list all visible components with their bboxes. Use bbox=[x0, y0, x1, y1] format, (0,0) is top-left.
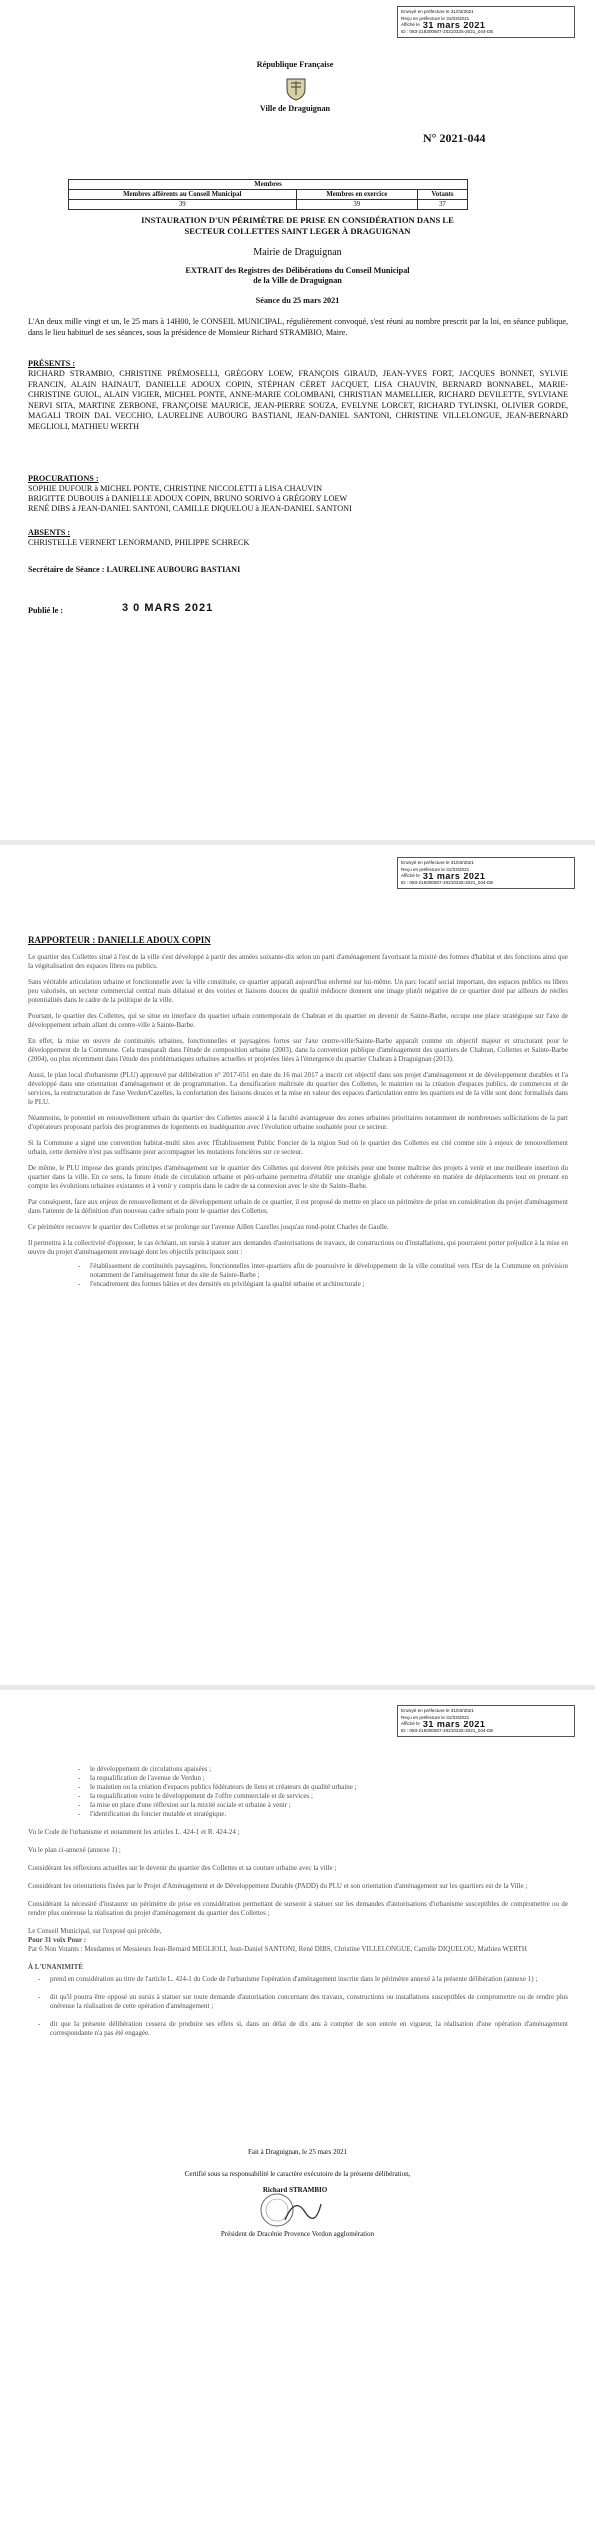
extrait-line-1: EXTRAIT des Registres des Délibérations du Conseil Municipal bbox=[185, 266, 410, 275]
expose-paragraph: Par conséquent, face aux enjeux de renouvellement et de développement urbain de ce quartier, il est proposé de mettre en place un périmètre de prise en considération du projet d'aménagement dans l'attente de la définition d'un nouveau cadre urbain pour le quartier des Collettes. bbox=[28, 1198, 568, 1215]
page-2 bbox=[0, 845, 595, 1685]
objective-text: le développement de circulations apaisées ; bbox=[90, 1765, 212, 1773]
rapporteur: RAPPORTEUR : DANIELLE ADOUX COPIN bbox=[28, 935, 211, 945]
members-value: 39 bbox=[69, 200, 297, 210]
page-1 bbox=[0, 0, 595, 840]
stamp-date: 31 mars 2021 bbox=[422, 873, 486, 880]
prefecture-stamp bbox=[397, 1705, 575, 1737]
expose-paragraph: Ce périmètre recouvre le quartier des Collettes et se prolonge sur l'avenue Aillen Cazelles jusqu'au rond-point Charles de Gaulle. bbox=[28, 1223, 389, 1231]
stamp-id: ID : 083-218300507-20210325-2021_044-DE bbox=[401, 28, 494, 34]
publie-label: Publié le : bbox=[28, 606, 64, 615]
objective-text: l'établissement de continuités paysagères, fonctionnelles inter-quartiers afin de poursuivre le développement de la ville constitué vers l'Est de la Commune en prévision notamment de l'aménagement futur du site de Sainte-Barbe ; bbox=[90, 1262, 568, 1279]
objective-bullet: - l'établissement de continuités paysagères, fonctionnelles inter-quartiers afin de poursuivre le développement de la ville constitué vers l'Est de la Commune en prévision notamment de l'aménagement futur du site de Sainte-Barbe ; bbox=[78, 1262, 568, 1279]
decision-item: - prend en considération au titre de l'article L. 424-1 du Code de l'urbanisme l'opération d'aménagement inscrite dans le périmètre annexé à la présente délibération (annexe 1) ; bbox=[38, 1975, 538, 1983]
stamp-id: ID : 083-218300507-20210325-2021_044-DE bbox=[401, 879, 494, 885]
objective-text: le maintien ou la création d'espaces publics fédérateurs de liens et créateurs de qualité urbaine ; bbox=[90, 1783, 357, 1791]
title-line-2: SECTEUR COLLETTES SAINT LEGER À DRAGUIGNAN bbox=[184, 226, 411, 236]
vu-code: Vu le Code de l'urbanisme et notamment les articles L. 424-1 et R. 424-24 ; bbox=[28, 1828, 240, 1836]
expose-paragraph: En effet, la mise en œuvre de continuités urbaines, fonctionnelles et paysagères fortes sur l'axe centre-ville/Sainte-Barbe apparaît comme un objectif majeur et structurant pour le développement de la Commune. Cela transparaît dans l'étude de composition urbaine (2003), dans la convention publique d'aménagement des quartiers de Chabran, Collettes et Sainte-Barbe (2004), ou plus récemment dans l'étude des problématiques urbaines actuelles et projetées liées à l'émergence du quartier Chabran à Draguignan (2013). bbox=[28, 1037, 568, 1063]
vote-pour: Pour 31 voix Pour : bbox=[28, 1936, 87, 1944]
stamp-affiche: Affiché le bbox=[401, 22, 420, 27]
procurations-label: PROCURATIONS : bbox=[28, 474, 99, 483]
deliberation-number: N° 2021-044 bbox=[423, 131, 486, 145]
objective-bullet: - la requalification voire le développement de l'offre commerciale et de services ; bbox=[78, 1792, 313, 1800]
expose-paragraph: Il permettra à la collectivité d'opposer, le cas échéant, un sursis à statuer aux demandes d'autorisations de travaux, de constructions ou d'installations, qui pourraient porter préjudice à la mise en œuvre du projet d'aménagement envisagé dont les objectifs principaux sont : bbox=[28, 1239, 568, 1256]
members-table-title: Membres bbox=[69, 180, 468, 190]
coat-of-arms-icon bbox=[283, 75, 309, 101]
title-line-1: INSTAURATION D'UN PÉRIMÈTRE DE PRISE EN CONSIDÉRATION DANS LE bbox=[141, 215, 454, 225]
stamp-id: ID : 083-218300507-20210325-2021_044-DE bbox=[401, 1727, 494, 1733]
seance-date: Séance du 25 mars 2021 bbox=[255, 296, 340, 305]
unanimite: À L'UNANIMITÉ bbox=[28, 1963, 84, 1971]
objective-bullet: - la requalification de l'avenue de Verdun ; bbox=[78, 1774, 205, 1782]
procurations-line: RENÉ DIBS à JEAN-DANIEL SANTONI, CAMILLE DIQUELOU à JEAN-DANIEL SANTONI bbox=[28, 504, 352, 513]
presents-list: RICHARD STRAMBIO, CHRISTINE PRÉMOSELLI, GRÉGORY LOEW, FRANÇOIS GIRAUD, JEAN-YVES FORT, JACQUES BONNET, SYLVIE FRANCIN, ALAIN HAINAUT, DANIELLE ADOUX COPIN, STÉPHAN CÉRET JACQUET, LISA CHAUVIN, BERNARD BONNABEL, MARIE-CHRISTINE GUIOL, ALAIN VIGIER, MICHEL PONTE, ANNE-MARIE COLOMBANI, CHRISTIAN MAMELLIER, RICHARD DEVILETTE, SYLVIANE NERVI SITA, MARTINE ZERBONE, FRANÇOISE MAURICE, JEAN-PIERRE SOUZA, EVELYNE LORCET, RICHARD TYLINSKI, OLIVIER GORDE, MAGALI TROIN DAL VECCHIO, LAURELINE AUBOURG BASTIANI, JEAN-DANIEL SANTONI, CHRISTINE VILLELONGUE, JEAN-BERNARD MEGLIOLI, MATHIEU WERTH bbox=[28, 369, 568, 431]
objective-text: l'encadrement des formes bâties et des densités en privilégiant la qualité urbaine et architecturale ; bbox=[90, 1280, 365, 1288]
considerant: Considérant les réflexions actuelles sur le devenir du quartier des Collettes et sa couture urbaine avec la ville ; bbox=[28, 1864, 337, 1872]
prefecture-stamp bbox=[397, 857, 575, 889]
members-header: Membres afférents au Conseil Municipal bbox=[69, 190, 297, 200]
vu-plan: Vu le plan ci-annexé (annexe 1) ; bbox=[28, 1846, 121, 1854]
objective-bullet: - la mise en place d'une réflexion sur la mixité sociale et urbaine à venir ; bbox=[78, 1801, 291, 1809]
decision-text: prend en considération au titre de l'article L. 424-1 du Code de l'urbanisme l'opération d'aménagement inscrite dans le périmètre annexé à la présente délibération (annexe 1) ; bbox=[50, 1975, 538, 1983]
fait-a: Fait à Draguignan, le 25 mars 2021 bbox=[248, 2148, 347, 2156]
publie-date: 3 0 MARS 2021 bbox=[122, 602, 214, 614]
members-header: Membres en exercice bbox=[296, 190, 418, 200]
members-value: 39 bbox=[296, 200, 418, 210]
stamp-line: Envoyé en préfecture le 31/03/2021 bbox=[401, 1708, 474, 1713]
page-3 bbox=[0, 1690, 595, 2536]
considerant: Considérant la nécessité d'instaurer un périmètre de prise en considération permettant de surseoir à statuer sur les demandes d'autorisations d'urbanisme susceptibles de compromettre ou de rendre plus onéreuse la réalisation du projet d'aménagement du quartier des Collettes ; bbox=[28, 1900, 568, 1917]
stamp-line: Reçu en préfecture le 31/03/2021 bbox=[401, 1714, 470, 1720]
absents-label: ABSENTS : bbox=[28, 528, 71, 537]
expose-body bbox=[28, 953, 568, 1289]
expose-paragraph: Pourtant, le quartier des Collettes, qui se situe en interface du quartier urbain contemporain de Chabran et du quartier en devenir de Sainte-Barbe, occupe une place stratégique sur l'axe de développement urbain allant du centre-ville à Sainte-Barbe. bbox=[28, 1012, 568, 1029]
expose-paragraph: Aussi, le plan local d'urbanisme (PLU) approuvé par délibération n° 2017-051 en date du 16 mai 2017 a inscrit cet objectif dans son projet d'aménagement et de développement durables et l'a développé dans une orientation d'aménagement et de programmation. La densification maîtrisée du quartier des Collettes, le maintien ou la création d'espaces publics, de commerces et de services, la restructuration de l'axe Verdun/Cazelles, la confortation des liaisons douces et la mise en valeur des espaces d'articulation entre les quartiers est de la ville sont donc formalisés dans le PLU. bbox=[28, 1071, 568, 1106]
objective-bullet: - l'encadrement des formes bâties et des densités en privilégiant la qualité urbaine et architecturale ; bbox=[78, 1280, 365, 1288]
objective-text: la mise en place d'une réflexion sur la mixité sociale et urbaine à venir ; bbox=[90, 1801, 291, 1809]
official-seal-icon bbox=[255, 2190, 325, 2230]
expose-paragraph: Sans véritable articulation urbaine et fonctionnelle avec la ville constituée, ce quartier apparaît aujourd'hui enfermé sur lui-même. Un parc locatif social important, des espaces publics ou libres peu valorisés, un secteur commercial central mais délaissé et des voiries et liaisons douces de qualité médiocre donnent une image plutôt négative de ce quartier doté par ailleurs de réelles potentialités dans le cadre de la politique de la ville. bbox=[28, 978, 568, 1004]
objective-text: la requalification de l'avenue de Verdun ; bbox=[90, 1774, 205, 1782]
deliberation-body bbox=[28, 1765, 568, 2047]
extrait-line-2: de la Ville de Draguignan bbox=[253, 276, 342, 285]
stamp-affiche: Affiché le bbox=[401, 873, 420, 878]
decision-text: dit que la présente délibération cessera de produire ses effets si, dans un délai de dix ans à compter de son entrée en vigueur, la réalisation d'une opération d'aménagement correspondante n'a pas été engagée. bbox=[50, 2020, 568, 2037]
stamp-line: Reçu en préfecture le 31/03/2021 bbox=[401, 866, 470, 872]
expose-paragraph: De même, le PLU impose des grands principes d'aménagement sur le quartier des Collettes qui doivent être précisés pour une bonne maîtrise des projets à venir et une meilleure insertion du quartier dans la ville. En ce sens, la future étude de circulation urbaine et péri-urbaine permettra d'établir une stratégie globale et cohérente en matière de déplacements tout en prenant en compte les évolutions urbaines existantes et à venir y compris dans le cadre de sa connexion avec le site de Sainte-Barbe. bbox=[28, 1164, 568, 1190]
signataire-titre: Président de Dracénie Provence Verdon agglomération bbox=[220, 2230, 375, 2238]
certifie: Certifié sous sa responsabilité le caractère exécutoire de la présente délibération, bbox=[184, 2170, 411, 2178]
stamp-date: 31 mars 2021 bbox=[422, 1721, 486, 1728]
expose-paragraph: Néanmoins, le potentiel en renouvellement urbain du quartier des Collettes associé à la faculté avantageuse des zones urbaines prioritaires notamment de nombreuses sollicitations de la part d'opérateurs proposant parfois des programmes de logements en inadéquation avec l'évolution urbaine souhaitée pour ce secteur. bbox=[28, 1114, 568, 1131]
ville-de-draguignan: Ville de Draguignan bbox=[259, 104, 331, 113]
vote-non-votants: Par 6 Non Votants : Mesdames et Messieurs Jean-Bernard MEGLIOLI, Jean-Daniel SANTONI, René DIBS, Christine VILLELONGUE, Camille DIQUELOU, Mathieu WERTH bbox=[28, 1945, 527, 1953]
objective-text: la requalification voire le développement de l'offre commerciale et de services ; bbox=[90, 1792, 313, 1800]
procurations-line: SOPHIE DUFOUR à MICHEL PONTE, CHRISTINE NICCOLETTI à LISA CHAUVIN bbox=[28, 484, 322, 493]
mairie: Mairie de Draguignan bbox=[253, 247, 342, 258]
stamp-date: 31 mars 2021 bbox=[422, 22, 486, 29]
members-value: 37 bbox=[418, 200, 468, 210]
decision-text: dit qu'il pourra être opposé un sursis à statuer sur toute demande d'autorisation concernant des travaux, constructions ou installations susceptibles de compromettre ou de rendre plus onéreuse la réalisation de cette opération d'aménagement ; bbox=[50, 1993, 568, 2010]
stamp-line: Reçu en préfecture le 31/03/2021 bbox=[401, 15, 470, 21]
conseil-expose: Le Conseil Municipal, sur l'exposé qui précède, bbox=[28, 1927, 162, 1935]
procurations-line: BRIGITTE DUBOUIS à DANIELLE ADOUX COPIN, BRUNO SORIVO à GRÉGORY LOEW bbox=[28, 494, 348, 503]
members-table bbox=[68, 179, 468, 210]
signataire-nom: Richard STRAMBIO bbox=[262, 2186, 328, 2194]
considerant: Considérant les orientations fixées par le Projet d'Aménagement et de Développement Durable (PADD) du PLU et son orientation d'aménagement sur les quartiers est de la Ville ; bbox=[28, 1882, 528, 1890]
republique-francaise: République Française bbox=[256, 60, 334, 69]
presents-label: PRÉSENTS : bbox=[28, 359, 76, 368]
objective-bullet: - le maintien ou la création d'espaces publics fédérateurs de liens et créateurs de qualité urbaine ; bbox=[78, 1783, 357, 1791]
decision-item: - dit qu'il pourra être opposé un sursis à statuer sur toute demande d'autorisation concernant des travaux, constructions ou installations susceptibles de compromettre ou de rendre plus onéreuse la réalisation de cette opération d'aménagement ; bbox=[38, 1993, 568, 2010]
expose-paragraph: Le quartier des Collettes situé à l'est de la ville s'est développé à partir des années soixante-dix selon un parti d'aménagement favorisant la mixité des formes d'habitat et des fonctions ainsi que la végétalisation des espaces libres ou publics. bbox=[28, 953, 568, 970]
objective-bullet: - l'identification du foncier mutable et stratégique. bbox=[78, 1810, 227, 1818]
prefecture-stamp bbox=[397, 6, 575, 38]
intro-paragraph: L'An deux mille vingt et un, le 25 mars à 14H00, le CONSEIL MUNICIPAL, régulièrement convoqué, s'est réuni au nombre prescrit par la loi, en séance publique, dans le lieu habituel de ses séances, sous la présidence de Monsieur Richard STRAMBIO, Maire. bbox=[28, 317, 568, 337]
stamp-affiche: Affiché le bbox=[401, 1721, 420, 1726]
objective-bullet: - le développement de circulations apaisées ; bbox=[78, 1765, 212, 1773]
decision-item: - dit que la présente délibération cessera de produire ses effets si, dans un délai de dix ans à compter de son entrée en vigueur, la réalisation d'une opération d'aménagement correspondante n'a pas été engagée. bbox=[38, 2020, 568, 2037]
absents-list: CHRISTELLE VERNERT LENORMAND, PHILIPPE SCHRECK bbox=[28, 538, 250, 547]
stamp-line: Envoyé en préfecture le 31/03/2021 bbox=[401, 860, 474, 865]
stamp-line: Envoyé en préfecture le 31/03/2021 bbox=[401, 9, 474, 14]
expose-paragraph: Si la Commune a signé une convention habitat-multi sites avec l'Établissement Public Foncier de la région Sud où le quartier des Collettes est cité comme site à enjeux de renouvellement urbain, cette dernière n'est pas suffisante pour accompagner les mutations foncières sur ce secteur. bbox=[28, 1139, 568, 1156]
secretaire-seance: Secrétaire de Séance : LAURELINE AUBOURG BASTIANI bbox=[28, 565, 241, 574]
objective-text: l'identification du foncier mutable et stratégique. bbox=[90, 1810, 227, 1818]
members-header: Votants bbox=[418, 190, 468, 200]
